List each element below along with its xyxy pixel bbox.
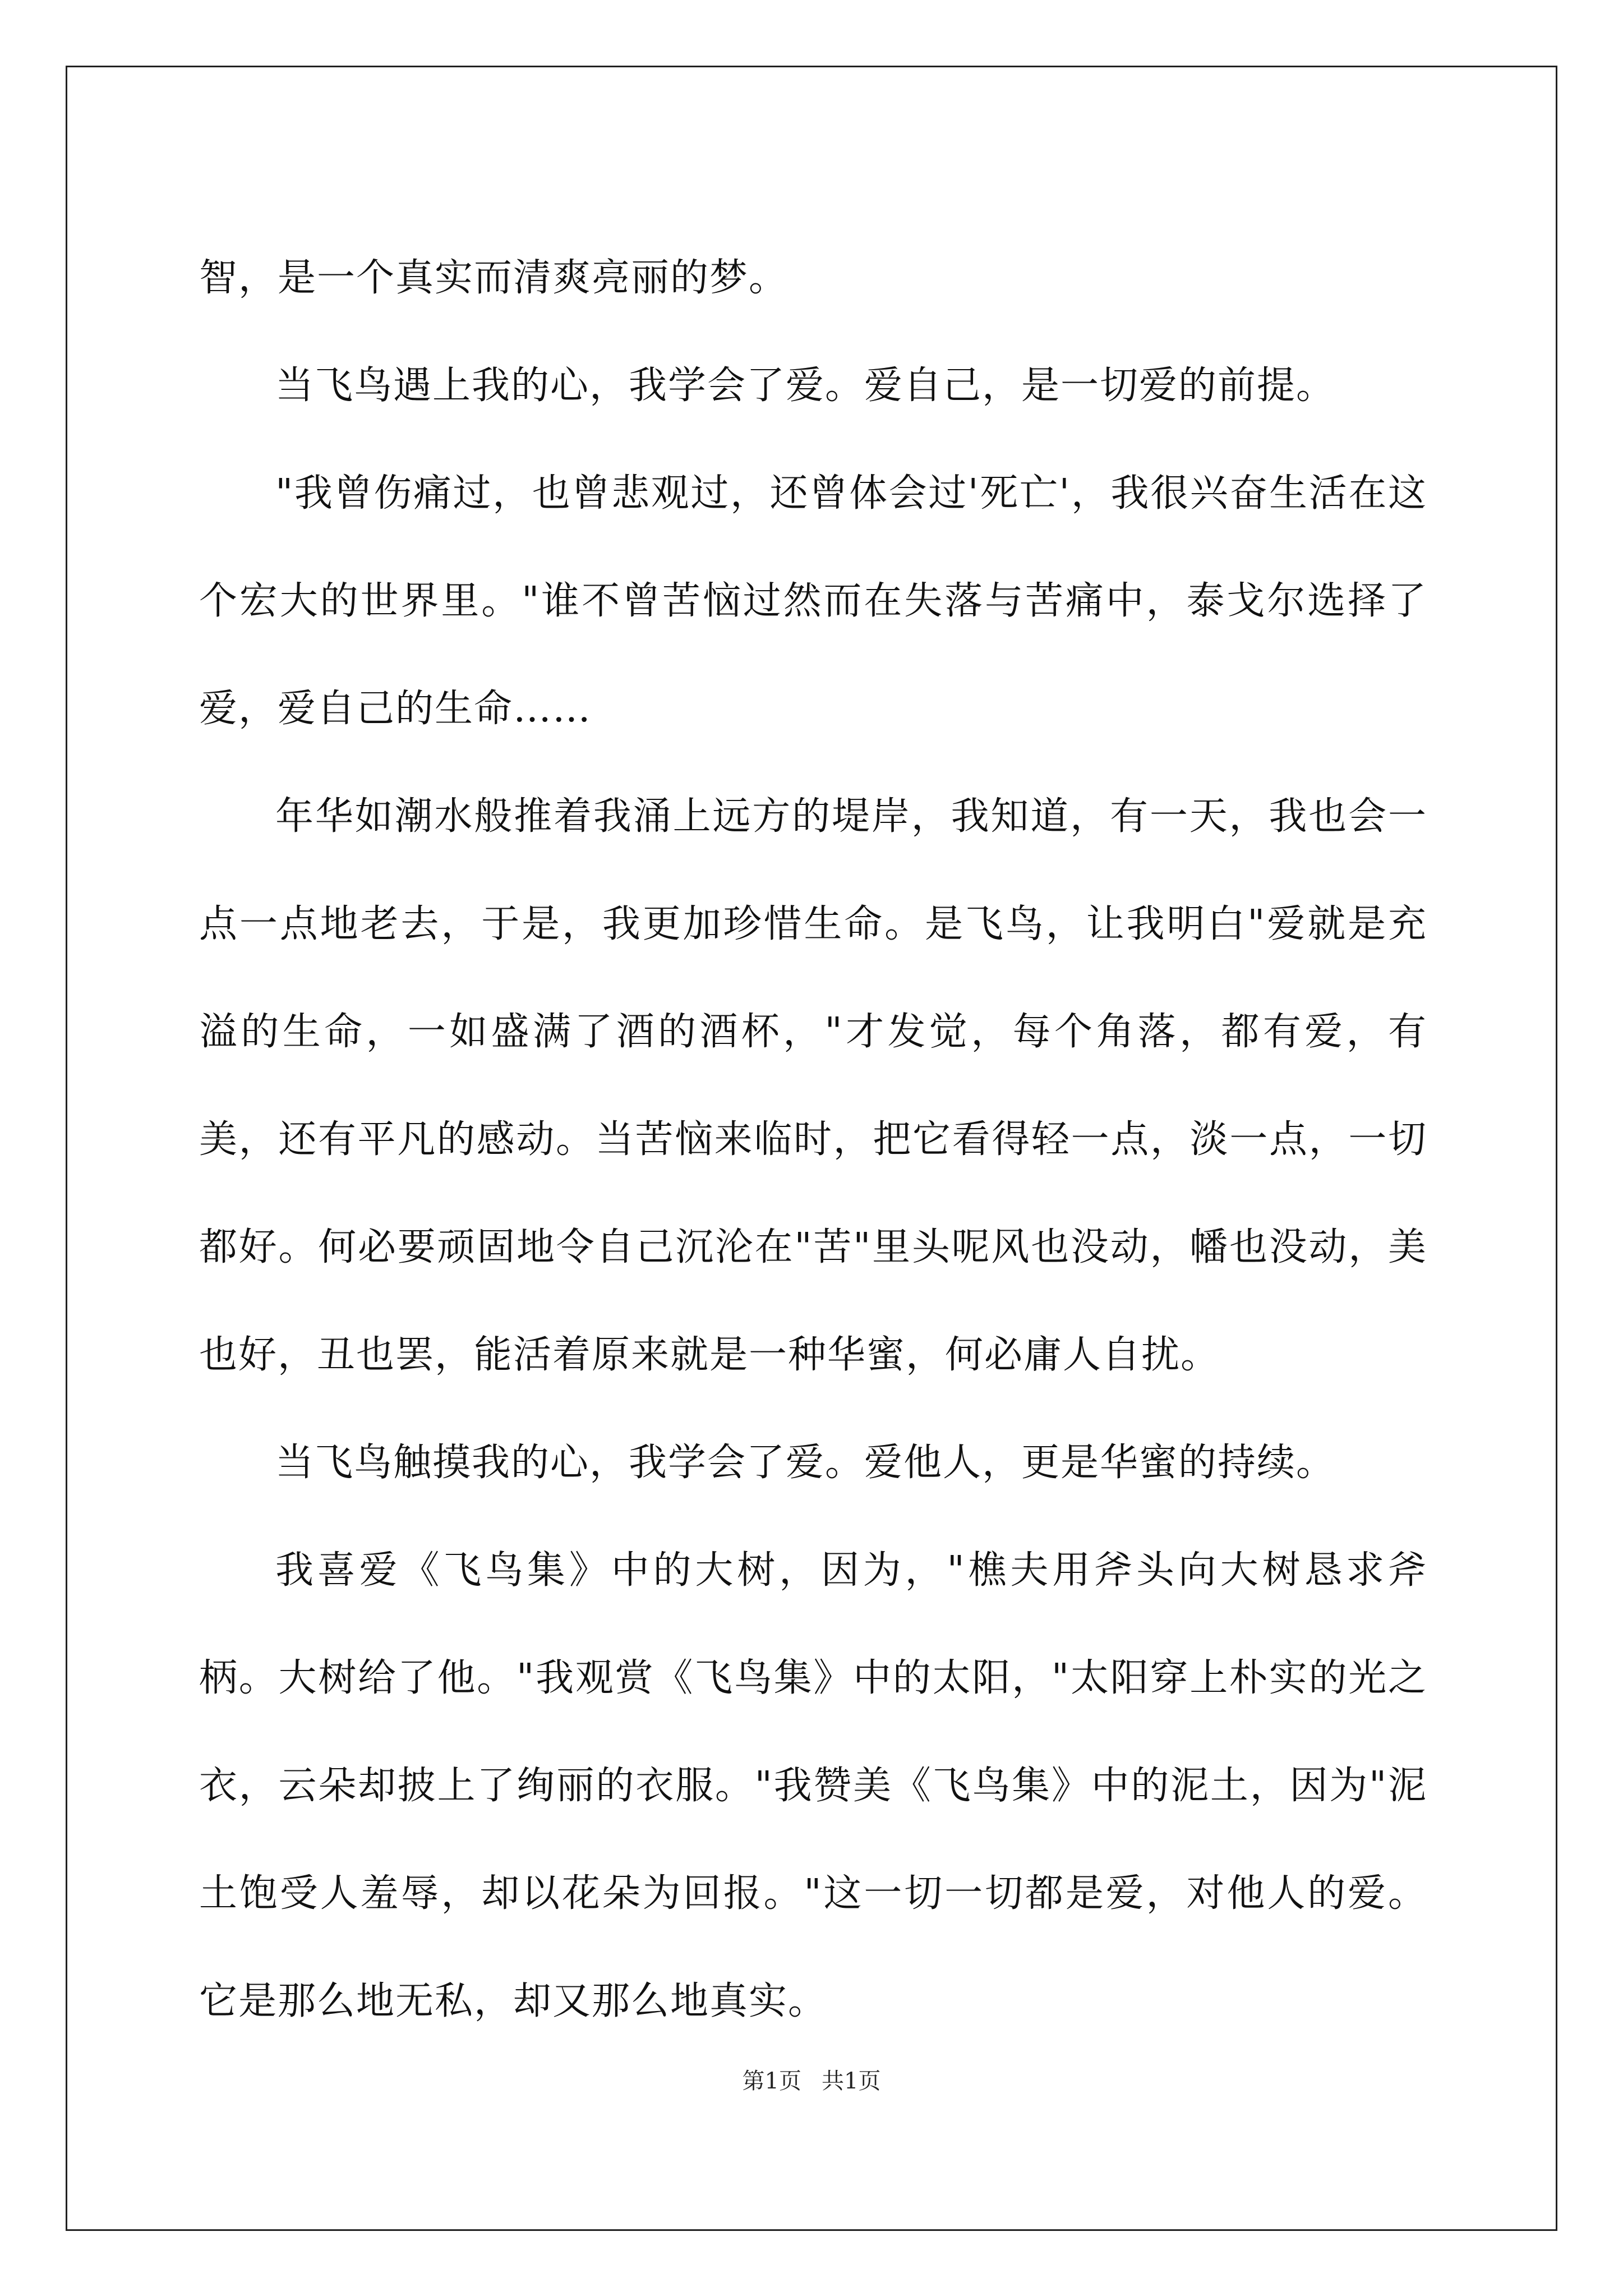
paragraph: 我喜爱《飞鸟集》中的大树，因为，"樵夫用斧头向大树恳求斧柄。大树给了他。"我观赏《飞鸟集》中的太阳，"太阳穿上朴实的光之衣，云朵却披上了绚丽的衣服。"我赞美《飞鸟集》中的泥土，因为"泥土饱受人羞辱，却以花朵为回报。"这一切一切都是爱，对他人的爱。它是那么地无私，却又那么地真实。 bbox=[199, 1548, 1427, 2023]
document-body bbox=[199, 224, 1427, 2055]
page-footer bbox=[0, 2064, 1623, 2098]
paragraph: 智，是一个真实而清爽亮丽的梦。 bbox=[199, 256, 789, 300]
page-number-current: 第1页 bbox=[742, 2068, 801, 2094]
paragraph: 当飞鸟触摸我的心，我学会了爱。爱他人，更是华蜜的持续。 bbox=[275, 1441, 1336, 1485]
paragraph: 当飞鸟遇上我的心，我学会了爱。爱自己，是一切爱的前提。 bbox=[275, 364, 1336, 408]
page-number-total: 共1页 bbox=[822, 2068, 881, 2094]
paragraph: "我曾伤痛过，也曾悲观过，还曾体会过'死亡'，我很兴奋生活在这个宏大的世界里。"谁不曾苦恼过然而在失落与苦痛中，泰戈尔选择了爱，爱自己的生命…… bbox=[199, 471, 1427, 731]
paragraph: 年华如潮水般推着我涌上远方的堤岸，我知道，有一天，我也会一点一点地老去，于是，我更加珍惜生命。是飞鸟，让我明白"爱就是充溢的生命，一如盛满了酒的酒杯，"才发觉，每个角落，都有爱，有美，还有平凡的感动。当苦恼来临时，把它看得轻一点，淡一点，一切都好。何必要顽固地令自己沉沦在"苦"里头呢风也没动，幡也没动，美也好，丑也罢，能活着原来就是一种华蜜，何必庸人自扰。 bbox=[199, 794, 1427, 1377]
